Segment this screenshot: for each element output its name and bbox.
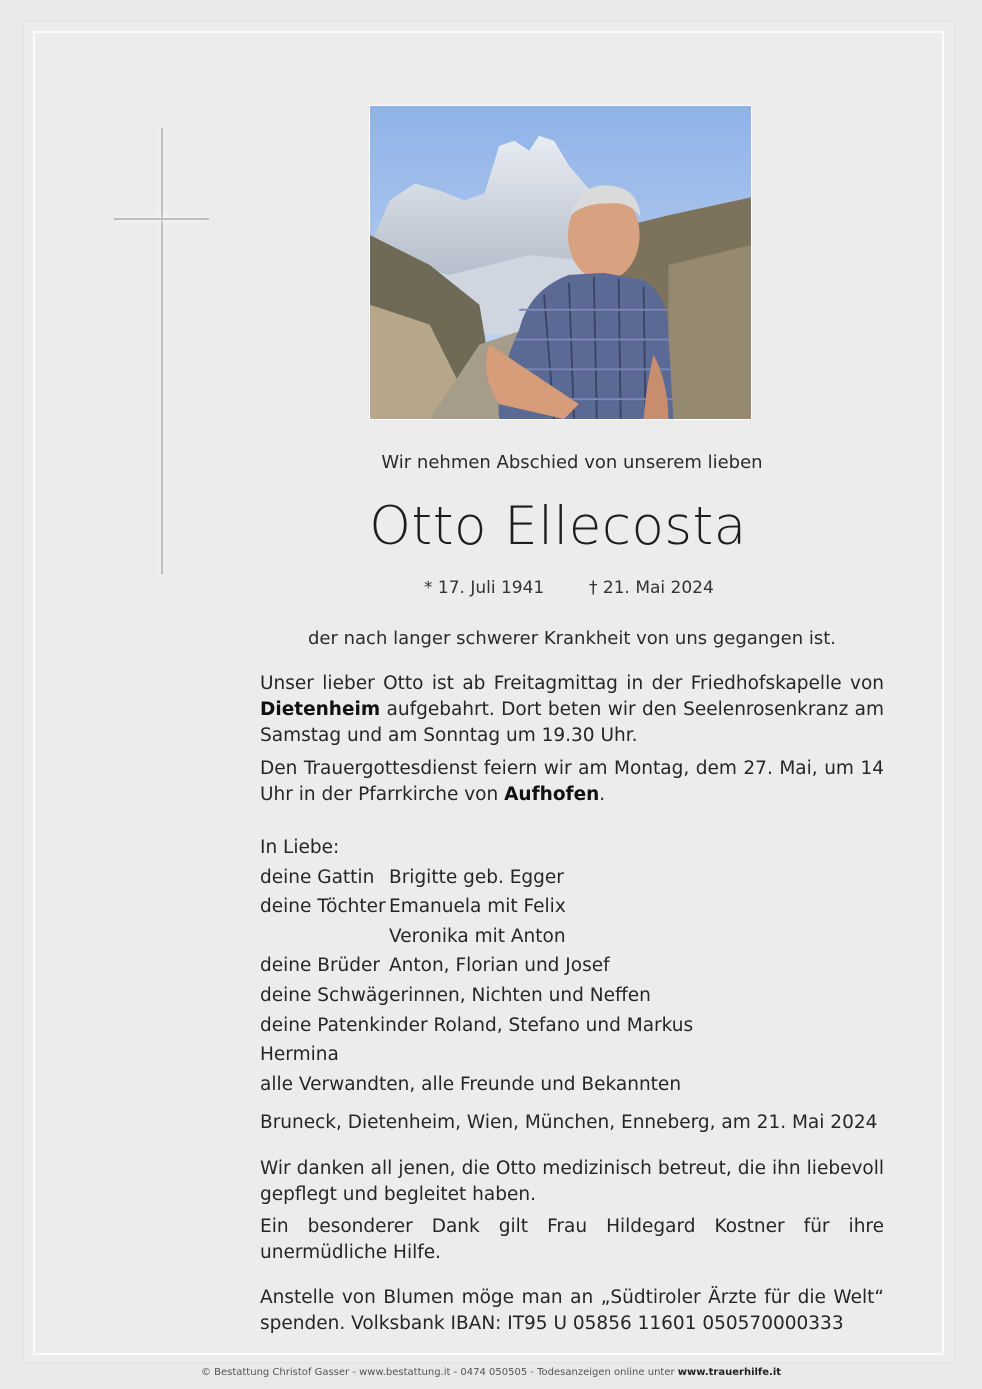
family-row (260, 951, 693, 981)
family-heading: In Liebe: (260, 837, 340, 858)
subline-text: der nach langer schwerer Krankheit von uns gegangen ist. (307, 628, 837, 649)
family-value: Emanuela mit Felix (389, 896, 566, 918)
donation-paragraph: Anstelle von Blumen möge man an „Südtiroler Ärzte für die Welt“ spenden. Volksbank IBAN: IT95 U 05856 11601 050570000333 (260, 1287, 884, 1334)
cross-icon-horizontal (114, 218, 209, 220)
footer-link[interactable]: www.trauerhilfe.it (677, 1367, 782, 1378)
viewing-text-a: Unser lieber Otto ist ab Freitagmittag in der Friedhofskapelle von (260, 673, 884, 694)
birth-date: * 17. Juli 1941 (424, 578, 545, 598)
family-row: deine Patenkinder Roland, Stefano und Markus (260, 1014, 694, 1036)
family-value: Anton, Florian und Josef (389, 955, 610, 977)
family-value: Veronika mit Anton (389, 925, 566, 947)
portrait-photo (369, 105, 752, 420)
family-key: deine Brüder (260, 955, 381, 977)
cross-icon-vertical (161, 128, 163, 574)
death-date: † 21. Mai 2024 (589, 578, 714, 598)
special-thanks-paragraph: Ein besonderer Dank gilt Frau Hildegard Kostner für ihre unermüdliche Hilfe. (260, 1216, 884, 1263)
family-key: deine Gattin (260, 866, 375, 888)
place-date-line: Bruneck, Dietenheim, Wien, München, Enneberg, am 21. Mai 2024 (260, 1112, 878, 1133)
thanks-paragraph: Wir danken all jenen, die Otto medizinisch betreut, die ihn liebevoll gepflegt und begleitet haben. (260, 1158, 884, 1205)
deceased-name: Otto Ellecosta (369, 496, 747, 557)
viewing-location: Dietenheim (260, 699, 381, 720)
service-location: Aufhofen (504, 784, 600, 805)
footer-text: © Bestattung Christof Gasser - www.bestattung.it - 0474 050505 - Todesanzeigen online unter (200, 1367, 675, 1378)
family-row: deine Schwägerinnen, Nichten und Neffen (260, 984, 651, 1006)
family-row (260, 863, 693, 893)
viewing-paragraph (260, 671, 884, 749)
family-row (260, 892, 693, 922)
viewing-text-c: aufgebahrt. Dort beten wir den Seelenrosenkranz am Samstag und am Sonntag um 19.30 Uhr. (260, 699, 884, 746)
service-text-c: . (599, 784, 606, 805)
family-row (260, 922, 693, 952)
footer (0, 1367, 982, 1378)
intro-text: Wir nehmen Abschied von unserem lieben (381, 452, 763, 473)
service-paragraph (260, 756, 884, 808)
service-text-a: Den Trauergottesdienst feiern wir am Montag, dem 27. Mai, um 14 Uhr in der Pfarrkirche von (260, 758, 884, 805)
family-row: alle Verwandten, alle Freunde und Bekannten (260, 1073, 682, 1095)
family-key: deine Töchter (260, 896, 386, 918)
family-value: Brigitte geb. Egger (389, 866, 564, 888)
family-list (260, 833, 693, 1099)
family-row: Hermina (260, 1044, 339, 1066)
